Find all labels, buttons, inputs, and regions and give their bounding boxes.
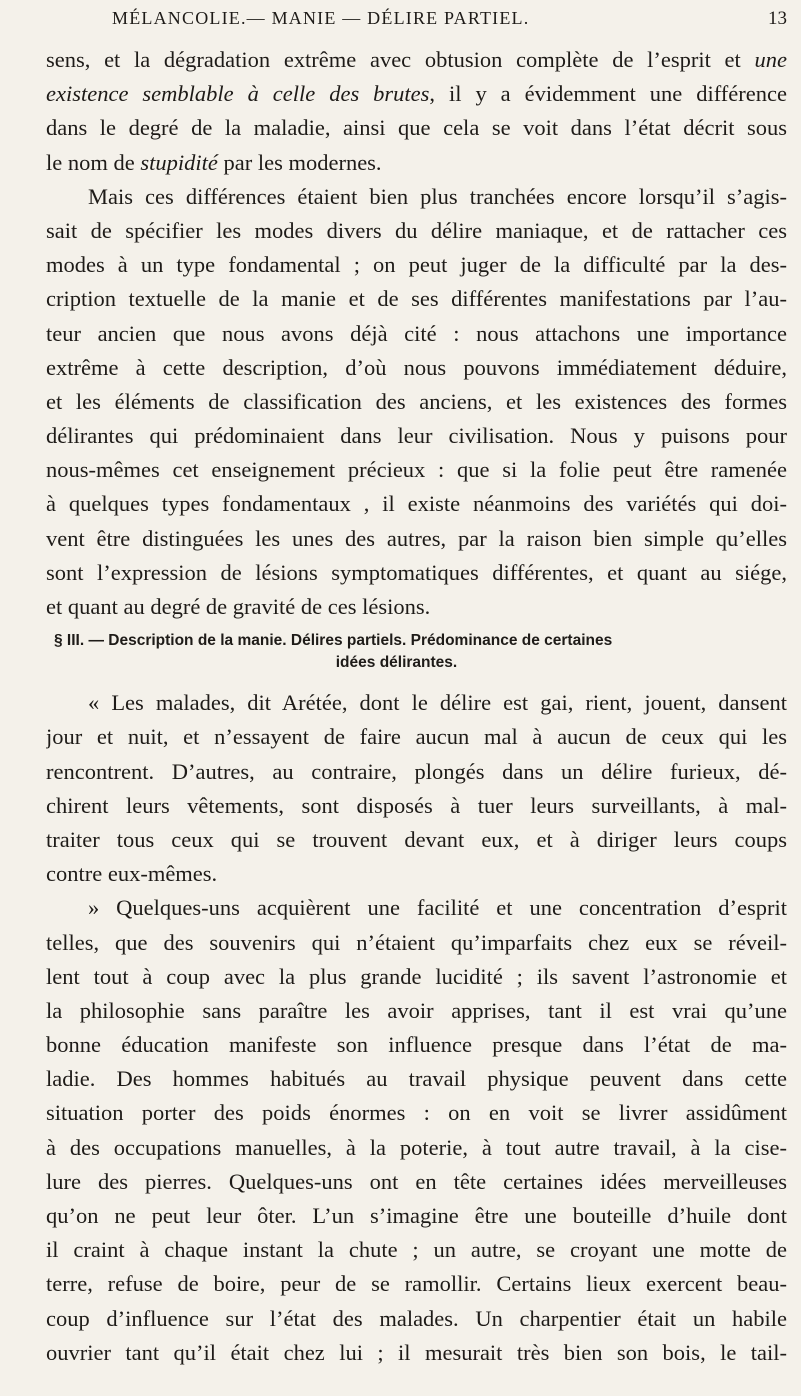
text-line: jour et nuit, et n’essayent de faire aucun mal à aucun de ceux qui les: [46, 724, 787, 750]
text-line: délirantes qui prédominaient dans leur civilisation. Nous y puisons pour: [46, 423, 787, 449]
text-line: sens, et la dégradation extrême avec obtusion complète de l’esprit et une: [46, 47, 787, 72]
text-line: qu’on ne peut leur ôter. L’un s’imagine être une bouteille d’huile dont: [46, 1203, 787, 1228]
text-line: à des occupations manuelles, à la poterie, à tout autre travail, à la cise-: [46, 1134, 787, 1160]
section-heading-line: § III. — Description de la manie. Délires partiels. Prédominance de certaines: [54, 632, 613, 650]
text-line: situation porter des poids énormes : on en voit se livrer assidûment: [46, 1100, 787, 1126]
text-line: traiter tous ceux qui se trouvent devant eux, et à diriger leurs coups: [46, 826, 787, 852]
text-line: rencontrent. D’autres, au contraire, plongés dans un délire furieux, dé-: [46, 758, 787, 784]
page-number: 13: [768, 8, 787, 29]
text-line: cription textuelle de la manie et de ses différentes manifestations par l’au-: [46, 286, 787, 312]
text-line: il craint à chaque instant la chute ; un autre, se croyant une motte de: [46, 1237, 787, 1263]
text-line: vent être distinguées les unes des autres, par la raison bien simple qu’elles: [46, 525, 787, 551]
text-line: telles, que des souvenirs qui n’étaient qu’imparfaits chez eux se réveil-: [46, 929, 787, 955]
text-line: lure des pierres. Quelques-uns ont en tête certaines idées merveilleuses: [46, 1168, 787, 1194]
text-line: contre eux-mêmes.: [46, 861, 218, 887]
text-line: à quelques types fondamentaux , il existe néanmoins des variétés qui doi-: [46, 491, 787, 517]
text-line: « Les malades, dit Arétée, dont le délire est gai, rient, jouent, dansent: [88, 690, 787, 716]
text-line: modes à un type fondamental ; on peut juger de la difficulté par la des-: [46, 252, 787, 278]
text-line: et les éléments de classification des anciens, et les existences des formes: [46, 388, 787, 414]
section-heading-line: idées délirantes.: [335, 654, 458, 672]
text-line: teur ancien que nous avons déjà cité : nous attachons une importance: [46, 320, 787, 346]
text-line: ladie. Des hommes habitués au travail physique peuvent dans cette: [46, 1066, 787, 1092]
text-line: le nom de stupidité par les modernes.: [46, 149, 382, 175]
text-line: coup d’influence sur l’état des malades. Un charpentier était un habile: [46, 1305, 787, 1331]
text-line: et quant au degré de gravité de ces lésions.: [46, 594, 431, 619]
text-line: sont l’expression de lésions symptomatiques différentes, et quant au siége,: [46, 559, 787, 585]
running-head: [112, 8, 787, 38]
text-line: ouvrier tant qu’il était chez lui ; il mesurait très bien son bois, le tail-: [46, 1339, 787, 1365]
text-line: sait de spécifier les modes divers du délire maniaque, et de rattacher ces: [46, 217, 787, 243]
text-line: la philosophie sans paraître les avoir apprises, tant il est vrai qu’une: [46, 997, 787, 1023]
text-line: » Quelques-uns acquièrent une facilité et une concentration d’esprit: [88, 895, 787, 921]
section-heading: [46, 630, 787, 674]
body-text: [46, 43, 787, 1370]
text-line: extrême à cette description, d’où nous pouvons immédiatement déduire,: [46, 354, 787, 380]
text-line: nous-mêmes cet enseignement précieux : que si la folie peut être ramenée: [46, 457, 787, 483]
text-line: chirent leurs vêtements, sont disposés à tuer leurs surveillants, à mal-: [46, 792, 787, 818]
running-title: MÉLANCOLIE.— MANIE — DÉLIRE PARTIEL.: [112, 8, 530, 28]
text-line: terre, refuse de boire, peur de se ramollir. Certains lieux exercent beau-: [46, 1271, 787, 1297]
text-line: dans le degré de la maladie, ainsi que cela se voit dans l’état décrit sous: [46, 115, 787, 141]
text-line: bonne éducation manifeste son influence presque dans l’état de ma-: [46, 1032, 787, 1058]
text-line: Mais ces différences étaient bien plus tranchées encore lorsqu’il s’agis-: [88, 183, 787, 209]
text-line: existence semblable à celle des brutes, il y a évidemment une différence: [46, 81, 787, 107]
text-line: lent tout à coup avec la plus grande lucidité ; ils savent l’astronomie et: [46, 963, 787, 989]
